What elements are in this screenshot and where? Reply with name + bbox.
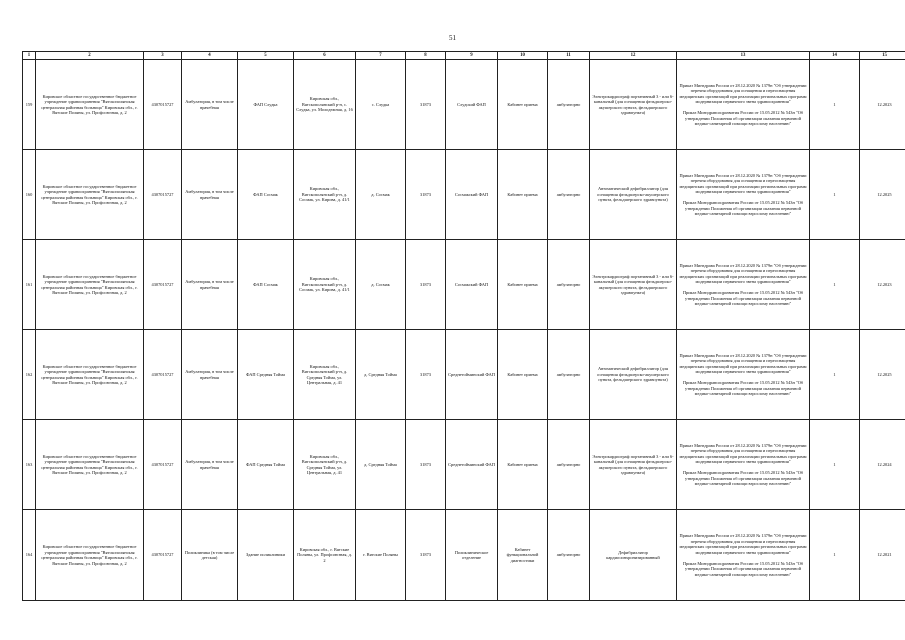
cell-basis: Приказ Минздрава России от 28.12.2020 № 1379н "Об утверждении перечня оборудования для оснащения и переоснащения медицинских организаций при реализации региональных программ модернизации первичного звена здравоохранения" Приказ Минздравсоцразвития России от 15.05.2012 № 543н "Об утверждении Положения об организации оказания первичной медико-санитарной помощи взрослому населению" (677, 240, 810, 330)
cell-qty: 1 (810, 60, 860, 150)
cell-qty: 1 (810, 240, 860, 330)
column-header: 3 (144, 52, 182, 60)
cell-locality: г. Вятские Поляны (356, 510, 406, 601)
cell-org: Кировское областное государственное бюджетное учреждение здравоохранения "Вятскополянская центральная районная больница" Кировская обл., г. Вятские Поляны, ул. Профсоюзная, д. 2 (36, 150, 144, 240)
cell-address: Кировская обл., Вятскополянский р-н, с. Слудка, ул. Молодежная, д. 16 (294, 60, 356, 150)
cell-room: Кабинет приема (498, 330, 548, 420)
cell-type: Амбулатория, в том числе врачебная (182, 420, 238, 510)
cell-date: 12.2025 (860, 150, 905, 240)
column-header: 11 (548, 52, 590, 60)
column-header: 15 (860, 52, 905, 60)
cell-qty: 1 (810, 150, 860, 240)
cell-address: Кировская обл., Вятскополянский р-н, д. Средняя Тойма, ул. Центральная, д. 41 (294, 420, 356, 510)
cell-unit: Сосмакский ФАП (446, 150, 498, 240)
cell-address: Кировская обл., Вятскополянский р-н, д. Средняя Тойма, ул. Центральная, д. 41 (294, 330, 356, 420)
cell-qty: 1 (810, 420, 860, 510)
cell-code: 31873 (406, 150, 446, 240)
cell-org: Кировское областное государственное бюджетное учреждение здравоохранения "Вятскополянская центральная районная больница" Кировская обл., г. Вятские Поляны, ул. Профсоюзная, д. 2 (36, 330, 144, 420)
cell-unit: Слудский ФАП (446, 60, 498, 150)
column-header: 14 (810, 52, 860, 60)
column-header: 4 (182, 52, 238, 60)
cell-locality: д. Средняя Тойма (356, 420, 406, 510)
column-header: 10 (498, 52, 548, 60)
cell-basis: Приказ Минздрава России от 28.12.2020 № 1379н "Об утверждении перечня оборудования для оснащения и переоснащения медицинских организаций при реализации региональных программ модернизации первичного звена здравоохранения" Приказ Минздравсоцразвития России от 15.05.2012 № 543н "Об утверждении Положения об организации оказания первичной медико-санитарной помощи взрослому населению" (677, 60, 810, 150)
cell-name: ФАП Слудка (238, 60, 294, 150)
cell-equipment: Электрокардиограф портативный 3 - или 6-канальный (для оснащения фельдшерско-акушерского пункта, фельдшерского здравпункта) (590, 60, 677, 150)
table-row (23, 420, 905, 510)
cell-locality: д. Средняя Тойма (356, 330, 406, 420)
cell-date: 12.2023 (860, 60, 905, 150)
cell-name: ФАП Сосмак (238, 240, 294, 330)
cell-locality: д. Сосмак (356, 150, 406, 240)
cell-locality: д. Сосмак (356, 240, 406, 330)
cell-name: ФАП Средняя Тойма (238, 330, 294, 420)
cell-inn: 4307015727 (144, 420, 182, 510)
table-row (23, 240, 905, 330)
cell-num: 164 (23, 510, 36, 601)
cell-qty: 1 (810, 330, 860, 420)
table-row (23, 150, 905, 240)
cell-type: Амбулатория, в том числе врачебная (182, 150, 238, 240)
cell-room: Кабинет приема (498, 60, 548, 150)
cell-num: 163 (23, 420, 36, 510)
column-header: 12 (590, 52, 677, 60)
equipment-table (22, 51, 905, 601)
cell-care: амбулаторно (548, 420, 590, 510)
cell-equipment: Автоматический дефибриллятор (для оснащения фельдшерско-акушерского пункта, фельдшерского здравпункта) (590, 330, 677, 420)
cell-care: амбулаторно (548, 240, 590, 330)
cell-type: Амбулатория, в том числе врачебная (182, 240, 238, 330)
cell-num: 161 (23, 240, 36, 330)
cell-room: Кабинет функциональной диагностики (498, 510, 548, 601)
table-row (23, 60, 905, 150)
cell-locality: с. Слудка (356, 60, 406, 150)
column-header: 6 (294, 52, 356, 60)
column-header: 13 (677, 52, 810, 60)
cell-inn: 4307015727 (144, 60, 182, 150)
cell-code: 31873 (406, 240, 446, 330)
cell-num: 160 (23, 150, 36, 240)
cell-care: амбулаторно (548, 60, 590, 150)
cell-care: амбулаторно (548, 150, 590, 240)
cell-inn: 4307015727 (144, 330, 182, 420)
cell-org: Кировское областное государственное бюджетное учреждение здравоохранения "Вятскополянская центральная районная больница" Кировская обл., г. Вятские Поляны, ул. Профсоюзная, д. 2 (36, 420, 144, 510)
cell-org: Кировское областное государственное бюджетное учреждение здравоохранения "Вятскополянская центральная районная больница" Кировская обл., г. Вятские Поляны, ул. Профсоюзная, д. 2 (36, 240, 144, 330)
cell-name: ФАП Средняя Тойма (238, 420, 294, 510)
page-number: 51 (449, 34, 456, 42)
cell-equipment: Электрокардиограф портативный 3 - или 6-канальный (для оснащения фельдшерско-акушерского пункта, фельдшерского здравпункта) (590, 240, 677, 330)
cell-qty: 1 (810, 510, 860, 601)
cell-unit: Среднетойминский ФАП (446, 330, 498, 420)
cell-equipment: Электрокардиограф портативный 3 - или 6-канальный (для оснащения фельдшерско-акушерского пункта, фельдшерского здравпункта) (590, 420, 677, 510)
cell-care: амбулаторно (548, 330, 590, 420)
column-header: 2 (36, 52, 144, 60)
cell-date: 12.2024 (860, 420, 905, 510)
cell-address: Кировская обл., Вятскополянский р-н, д. Сосмак, ул. Кирова, д. 41/1 (294, 240, 356, 330)
cell-equipment: Дефибриллятор кардиосинхронизированный (590, 510, 677, 601)
cell-type: Амбулатория, в том числе врачебная (182, 60, 238, 150)
cell-date: 12.2023 (860, 240, 905, 330)
cell-equipment: Автоматический дефибриллятор (для оснащения фельдшерско-акушерского пункта, фельдшерского здравпункта) (590, 150, 677, 240)
cell-type: Поликлиника (в том числе детская) (182, 510, 238, 601)
cell-unit: Поликлиническое отделение (446, 510, 498, 601)
column-header: 8 (406, 52, 446, 60)
cell-basis: Приказ Минздрава России от 28.12.2020 № 1379н "Об утверждении перечня оборудования для оснащения и переоснащения медицинских организаций при реализации региональных программ модернизации первичного звена здравоохранения" Приказ Минздравсоцразвития России от 15.05.2012 № 543н "Об утверждении Положения об организации оказания первичной медико-санитарной помощи взрослому населению" (677, 510, 810, 601)
table-row (23, 510, 905, 601)
cell-care: амбулаторно (548, 510, 590, 601)
column-header: 7 (356, 52, 406, 60)
cell-inn: 4307015727 (144, 510, 182, 601)
cell-unit: Среднетойминский ФАП (446, 420, 498, 510)
cell-num: 159 (23, 60, 36, 150)
cell-num: 162 (23, 330, 36, 420)
cell-room: Кабинет приема (498, 420, 548, 510)
table-row (23, 330, 905, 420)
cell-basis: Приказ Минздрава России от 28.12.2020 № 1379н "Об утверждении перечня оборудования для оснащения и переоснащения медицинских организаций при реализации региональных программ модернизации первичного звена здравоохранения" Приказ Минздравсоцразвития России от 15.05.2012 № 543н "Об утверждении Положения об организации оказания первичной медико-санитарной помощи взрослому населению" (677, 330, 810, 420)
cell-type: Амбулатория, в том числе врачебная (182, 330, 238, 420)
cell-code: 31873 (406, 60, 446, 150)
cell-basis: Приказ Минздрава России от 28.12.2020 № 1379н "Об утверждении перечня оборудования для оснащения и переоснащения медицинских организаций при реализации региональных программ модернизации первичного звена здравоохранения" Приказ Минздравсоцразвития России от 15.05.2012 № 543н "Об утверждении Положения об организации оказания первичной медико-санитарной помощи взрослому населению" (677, 420, 810, 510)
header-row (23, 52, 905, 60)
cell-room: Кабинет приема (498, 150, 548, 240)
cell-org: Кировское областное государственное бюджетное учреждение здравоохранения "Вятскополянская центральная районная больница" Кировская обл., г. Вятские Поляны, ул. Профсоюзная, д. 2 (36, 60, 144, 150)
cell-code: 31873 (406, 510, 446, 601)
cell-basis: Приказ Минздрава России от 28.12.2020 № 1379н "Об утверждении перечня оборудования для оснащения и переоснащения медицинских организаций при реализации региональных программ модернизации первичного звена здравоохранения" Приказ Минздравсоцразвития России от 15.05.2012 № 543н "Об утверждении Положения об организации оказания первичной медико-санитарной помощи взрослому населению" (677, 150, 810, 240)
cell-code: 31873 (406, 330, 446, 420)
cell-address: Кировская обл., г. Вятские Поляны, ул. Профсоюзная, д. 2 (294, 510, 356, 601)
cell-code: 31873 (406, 420, 446, 510)
cell-name: Здание поликлиники (238, 510, 294, 601)
cell-unit: Сосмакский ФАП (446, 240, 498, 330)
cell-date: 12.2021 (860, 510, 905, 601)
cell-inn: 4307015727 (144, 240, 182, 330)
cell-date: 12.2025 (860, 330, 905, 420)
cell-room: Кабинет приема (498, 240, 548, 330)
cell-inn: 4307015727 (144, 150, 182, 240)
cell-org: Кировское областное государственное бюджетное учреждение здравоохранения "Вятскополянская центральная районная больница" Кировская обл., г. Вятские Поляны, ул. Профсоюзная, д. 2 (36, 510, 144, 601)
column-header: 5 (238, 52, 294, 60)
column-header: 9 (446, 52, 498, 60)
cell-address: Кировская обл., Вятскополянский р-н, д. Сосмак, ул. Кирова, д. 41/1 (294, 150, 356, 240)
cell-name: ФАП Сосмак (238, 150, 294, 240)
column-header: 1 (23, 52, 36, 60)
